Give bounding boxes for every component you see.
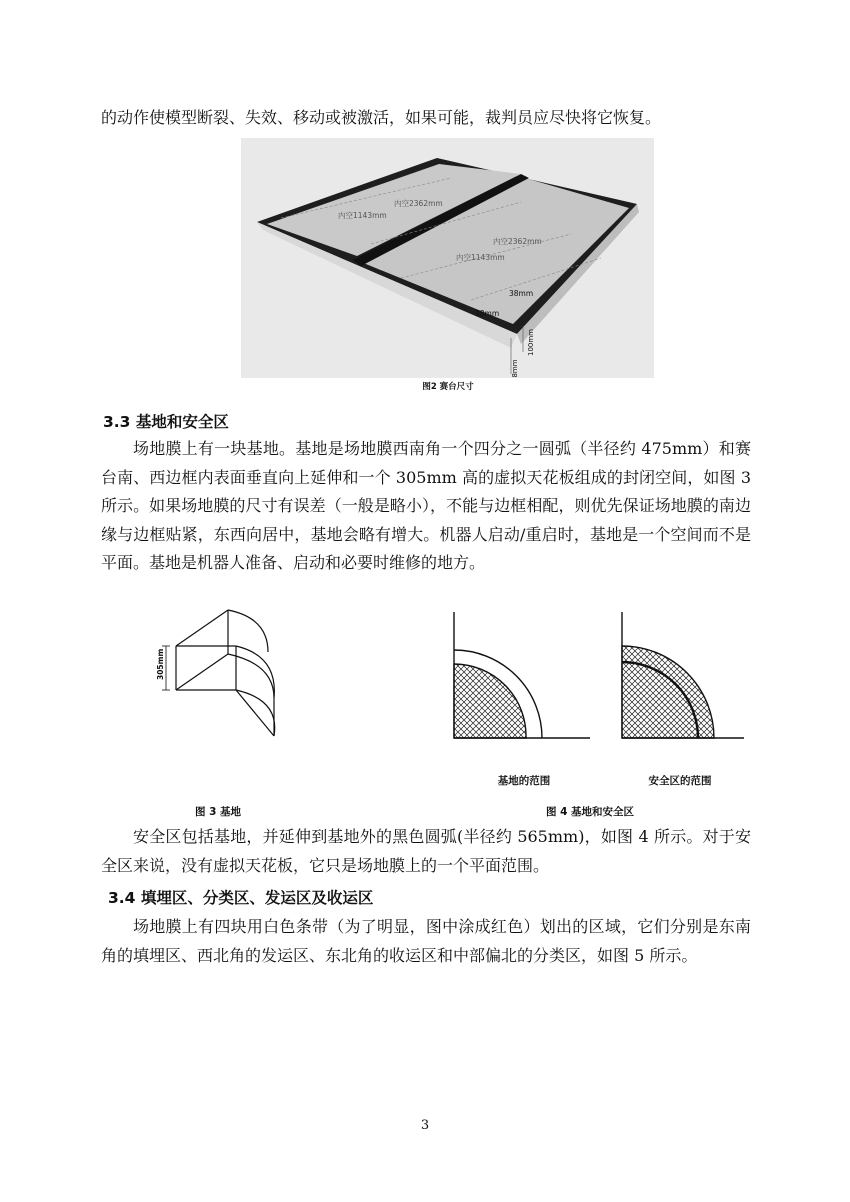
figure-3-base-volume: [156, 606, 296, 758]
page-number: 3: [420, 1118, 430, 1133]
section-3-3-paragraph: 场地膜上有一块基地。基地是场地膜西南角一个四分之一圆弧（半径约 475mm）和赛台南、西边框内表面垂直向上延伸和一个 305mm 高的虚拟天花板组成的封闭空间，如图 3 所示。如果场地膜的尺寸有误差（一般是略小），不能与边框相配，则优先保证场地膜的南边缘与边框贴紧，东西向居中，基地会略有增大。机器人启动/重启时，基地是一个空间而不是平面。基地是机器人准备、启动和必要时维修的地方。: [101, 439, 751, 572]
label-inner-wid-a: 内空1143mm: [338, 211, 387, 220]
figure-4-sub-right: 安全区的范围: [648, 775, 712, 787]
intro-paragraph: 的动作使模型断裂、失效、移动或被激活，如果可能，裁判员应尽快将它恢复。: [101, 108, 662, 127]
section-3-3-heading: 3.3 基地和安全区: [103, 413, 229, 431]
figure-2-table-dimensions: [241, 138, 654, 378]
figure-4-sub-left: 基地的范围: [497, 775, 551, 787]
label-inner-len-a: 内空2362mm: [394, 199, 443, 208]
label-border-b: 38mm: [475, 309, 500, 318]
figure-4-zones: [446, 612, 746, 742]
zones-drawing: [446, 612, 746, 742]
safety-zone-paragraph: 安全区包括基地，并延伸到基地外的黑色圆弧(半径约 565mm)，如图 4 所示。对于安全区来说，没有虚拟天花板，它只是场地膜上的一个平面范围。: [101, 827, 751, 875]
section-3-4-heading: 3.4 填埋区、分类区、发运区及收运区: [108, 889, 374, 907]
figure-3-caption: 图 3 基地: [194, 806, 242, 818]
label-border-a: 38mm: [509, 289, 534, 298]
figure-4-caption: 图 4 基地和安全区: [545, 806, 635, 818]
base-area-diagram: [454, 612, 590, 738]
base-volume-drawing: [156, 606, 296, 758]
label-inner-wid-b: 内空1143mm: [456, 253, 505, 262]
label-inner-len-b: 内空2362mm: [493, 237, 542, 246]
label-height: 100mm: [527, 329, 535, 356]
figure-2-caption: 图2 赛台尺寸: [422, 382, 474, 392]
section-3-4-paragraph: 场地膜上有四块用白色条带（为了明显，图中涂成红色）划出的区域，它们分别是东南角的填埋区、西北角的发运区、东北角的收运区和中部偏北的分类区，如图 5 所示。: [101, 917, 751, 965]
label-305mm: 305mm: [156, 648, 165, 680]
safety-area-diagram: [622, 612, 744, 738]
table-render-illustration: [241, 138, 654, 378]
label-thickness: 18mm: [511, 359, 519, 378]
